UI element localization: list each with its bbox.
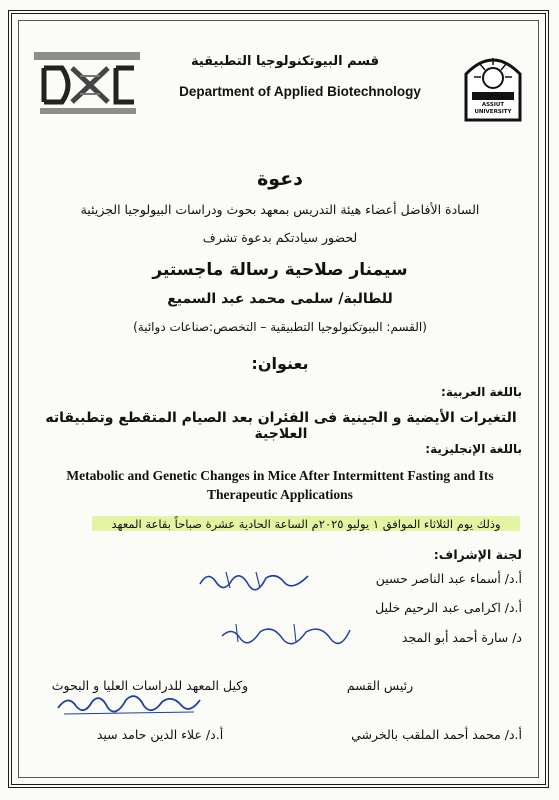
institute-caption-strip xyxy=(40,108,136,114)
arabic-title-label: باللغة العربية: xyxy=(441,385,522,399)
dna-logo-icon xyxy=(32,50,142,120)
committee-label: لجنة الإشراف: xyxy=(433,547,522,562)
page-border-inner xyxy=(18,20,539,778)
student-name: للطالبة/ سلمى محمد عبد السميع xyxy=(167,291,393,307)
department-name-english: Department of Applied Biotechnology xyxy=(179,84,421,99)
department-head-label: رئيس القسم xyxy=(346,678,414,693)
university-logo-text: ASSIUT UNIVERSITY xyxy=(474,102,512,115)
committee-member-1: أ.د/ أسماء عبد الناصر حسين xyxy=(375,571,522,586)
committee-member-2: أ.د/ اكرامى عبد الرحيم خليل xyxy=(375,600,522,615)
invitation-title: دعوة xyxy=(257,168,303,190)
vice-dean-label: وكيل المعهد للدراسات العليا و البحوث xyxy=(51,678,249,693)
committee-member-3: د/ سارة أحمد أبو المجد xyxy=(401,630,522,645)
thesis-title-arabic: التغيرات الأيضية و الجينية فى الفئران بعد الصيام المتقطع وتطبيقاته العلاجية xyxy=(45,410,517,442)
university-logo xyxy=(462,50,524,122)
event-title: سيمنار صلاحية رسالة ماجستير xyxy=(152,260,408,280)
thesis-title-english: Metabolic and Genetic Changes in Mice After Intermittent Fasting and Its Therapeutic Applications xyxy=(66,468,494,502)
vice-dean-name: أ.د/ علاء الدين حامد سيد xyxy=(96,727,224,742)
date-line-container xyxy=(92,515,520,533)
signature-member-1 xyxy=(196,566,316,592)
department-name-arabic: قسم البيوتكنولوجيا التطبيقية xyxy=(190,54,380,69)
date-line: وذلك يوم الثلاثاء الموافق ١ يوليو ٢٠٢٥م الساعة الحادية عشرة صباحاً بقاعة المعهد xyxy=(111,517,501,531)
signature-member-3 xyxy=(216,620,356,646)
department-head-name: أ.د/ محمد أحمد الملقب بالخرشي xyxy=(351,727,522,742)
department-specialization: (القسم: البيوتكنولوجيا التطبيقية – التخصص:صناعات دوائية) xyxy=(133,320,427,334)
institute-logo xyxy=(32,50,142,120)
by-title-heading: بعنوان: xyxy=(251,354,309,373)
signature-vice-dean xyxy=(54,690,204,720)
english-title-label: باللغة الإنجليزية: xyxy=(425,442,522,456)
addressee-line: السادة الأفاضل أعضاء هيئة التدريس بمعهد بحوث ودراسات البيولوجيا الجزيئية xyxy=(80,202,480,217)
request-line: لحضور سيادتكم بدعوة تشرف xyxy=(202,230,358,245)
